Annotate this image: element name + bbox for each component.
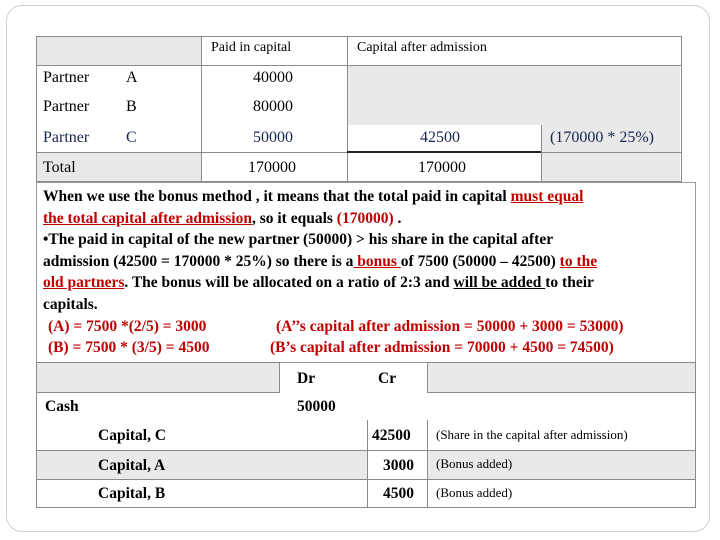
journal-header-right (427, 362, 696, 393)
column-divider (347, 36, 348, 182)
credit-header: Cr (378, 370, 397, 387)
explanation-line: When we use the bonus method , it means that the total paid in capital must equal (43, 188, 584, 205)
row-paid: 80000 (253, 98, 293, 115)
row-divider (36, 65, 682, 66)
journal-left-border (36, 392, 37, 508)
journal-note: (Bonus added) (436, 456, 513, 471)
column-divider (541, 125, 542, 182)
column-divider (201, 36, 202, 182)
journal-column-divider (427, 420, 428, 508)
journal-debit: 50000 (297, 398, 336, 415)
journal-account: Capital, C (98, 427, 167, 444)
total-paid: 170000 (248, 159, 296, 176)
explanation-line: the total capital after admission, so it equals (170000) . (43, 209, 402, 227)
journal-credit: 3000 (383, 457, 414, 474)
journal-right-border (695, 392, 696, 508)
total-rule (347, 151, 541, 153)
journal-account: Capital, A (98, 457, 166, 474)
explanation-line: old partners. The bonus will be allocated on a ratio of 2:3 and will be added to their (43, 274, 594, 292)
explanation-line: •The paid in capital of the new partner (50000) > his share in the capital after (43, 231, 554, 249)
journal-note: (Share in the capital after admission) (436, 427, 628, 442)
explanation-line: (B) = 7500 * (3/5) = 4500 (B’s capital after admission = 70000 + 4500 = 74500) (48, 339, 614, 357)
explanation-line: capitals. (43, 295, 98, 313)
journal-account: Capital, B (98, 485, 166, 502)
row-partner: B (126, 98, 137, 115)
total-label: Total (43, 159, 76, 176)
journal-credit: 42500 (372, 427, 411, 444)
row-label: Partner (43, 98, 90, 115)
explanation-line: admission (42500 = 170000 * 25%) so there is a bonus of 7500 (50000 – 42500) to the (43, 252, 598, 270)
journal-column-divider (367, 420, 368, 508)
row-partner: C (126, 129, 137, 146)
journal-header-left (36, 362, 280, 393)
row-paid: 50000 (253, 129, 293, 146)
journal-rule (36, 450, 696, 451)
explanation-text (43, 186, 693, 359)
journal-row-shade (37, 451, 367, 479)
header-paid-in-capital: Paid in capital (211, 40, 292, 55)
row-after: 42500 (420, 129, 460, 146)
row-note: (170000 * 25%) (550, 129, 654, 146)
debit-header: Dr (297, 370, 316, 387)
journal-note: (Bonus added) (436, 485, 513, 500)
journal-account: Cash (45, 398, 79, 415)
journal-credit: 4500 (383, 485, 414, 502)
header-capital-after-admission: Capital after admission (357, 40, 487, 55)
explanation-line: (A) = 7500 *(2/5) = 3000 (A’’s capital after admission = 50000 + 3000 = 53000) (48, 317, 624, 335)
table-header-shade (37, 37, 201, 65)
table-after-column-shade (347, 65, 680, 125)
row-label: Partner (43, 129, 90, 146)
row-label: Partner (43, 69, 90, 86)
journal-rule (36, 507, 696, 508)
row-paid: 40000 (253, 69, 293, 86)
journal-rule (36, 479, 696, 480)
row-partner: A (126, 69, 138, 86)
total-after: 170000 (418, 159, 466, 176)
